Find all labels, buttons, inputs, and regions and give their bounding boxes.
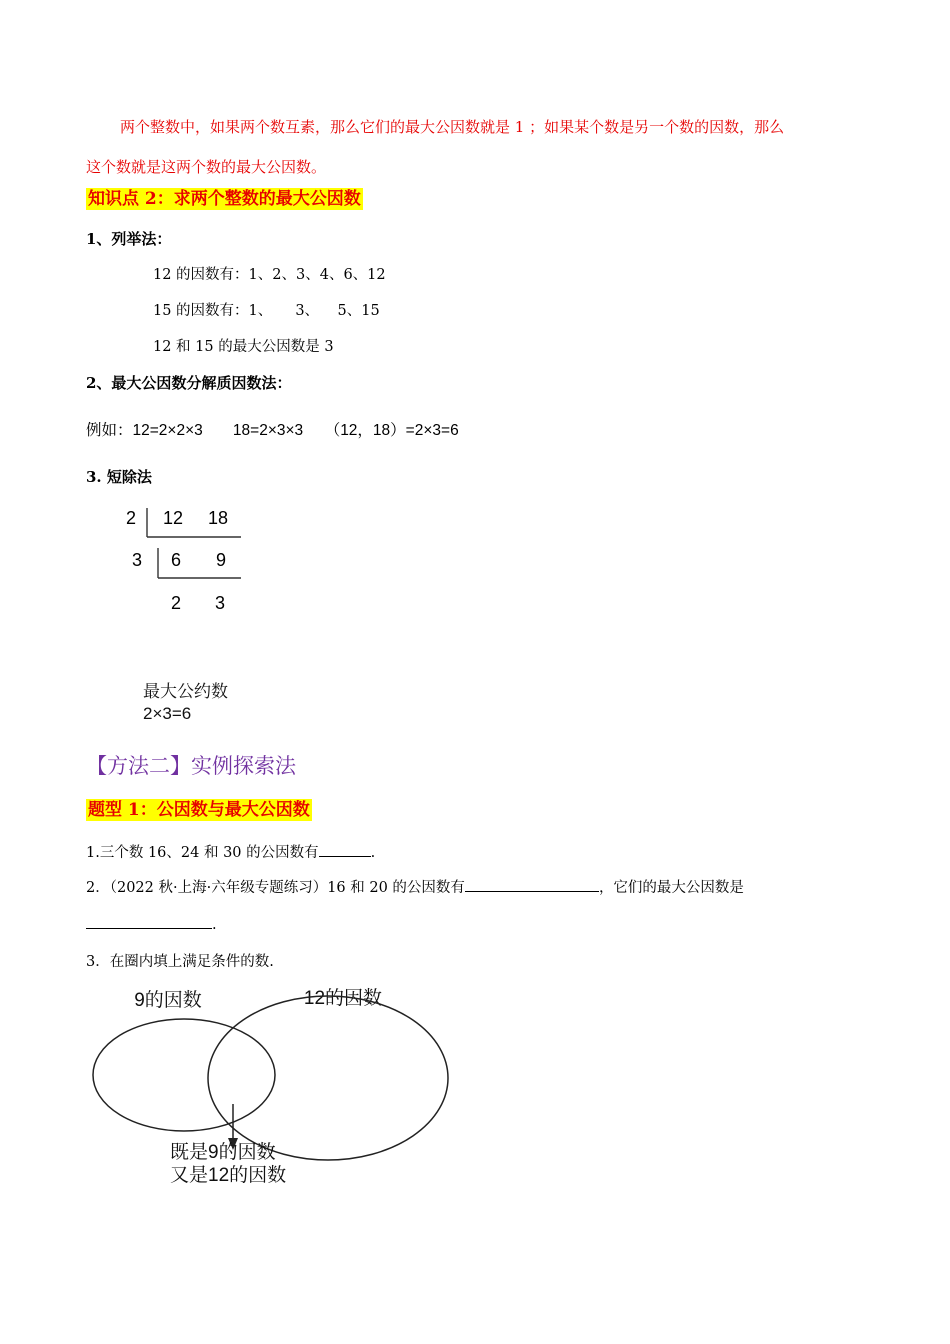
- intro-line-2: 这个数就是这两个数的最大公因数。: [86, 158, 327, 176]
- question-2-mid: ，它们的最大公因数是: [598, 880, 744, 896]
- dividend-12: 12: [162, 508, 184, 528]
- factor-list-12: 12 的因数有：1、2、3、4、6、12: [153, 267, 386, 283]
- quotient-9: 9: [215, 550, 227, 570]
- question-2-text: 2．（2022 秋·上海·六年级专题练习）16 和 20 的公因数有: [86, 880, 465, 896]
- question-2-common-factors-blank[interactable]: [465, 877, 599, 892]
- intro-line-1: 两个整数中，如果两个数互素，那么它们的最大公因数就是 1 ；如果某个数是另一个数的因数，那么: [120, 118, 785, 136]
- question-3: 3．在圈内填上满足条件的数.: [86, 954, 274, 970]
- result-3: 3: [214, 593, 226, 613]
- method-2-heading: 2、最大公因数分解质因数法：: [86, 374, 292, 392]
- venn-left-circle[interactable]: [93, 1019, 275, 1131]
- venn-diagram: [86, 982, 456, 1188]
- question-1-answer-blank[interactable]: [319, 842, 371, 857]
- gcd-caption: 最大公约数: [143, 682, 228, 701]
- venn-left-label: 9的因数: [134, 990, 202, 1011]
- divisor-3: 3: [131, 550, 143, 570]
- venn-right-circle[interactable]: [208, 996, 448, 1160]
- method-two-heading: 【方法二】实例探索法: [86, 754, 296, 778]
- venn-pointer-label-2: 又是12的因数: [170, 1165, 287, 1186]
- dividend-18: 18: [207, 508, 229, 528]
- factor-list-15: 15 的因数有：1、 3、 5、15: [153, 303, 380, 319]
- factorization-example: 例如：12=2×2×3 18=2×3×3 （12，18）=2×3=6: [86, 422, 459, 439]
- question-1: [86, 841, 375, 862]
- question-2-line-2: [86, 914, 217, 933]
- question-1-text: 1.三个数 16、24 和 30 的公因数有: [86, 845, 319, 861]
- venn-pointer-label-1: 既是9的因数: [170, 1142, 276, 1163]
- quotient-6: 6: [170, 550, 182, 570]
- divisor-2: 2: [125, 508, 137, 528]
- knowledge-point-2-heading: 知识点 2：求两个整数的最大公因数: [88, 189, 361, 209]
- method-3-heading: 3. 短除法: [86, 468, 152, 486]
- method-1-heading: 1、列举法：: [86, 230, 172, 248]
- question-2-end: .: [212, 917, 217, 933]
- short-division-diagram: [110, 498, 260, 730]
- question-2-gcd-blank[interactable]: [86, 914, 212, 929]
- question-type-1-heading: 题型 1：公因数与最大公因数: [88, 800, 310, 820]
- venn-right-label: 12的因数: [303, 988, 383, 1009]
- question-1-end: .: [370, 845, 376, 861]
- question-2: [86, 876, 744, 897]
- gcd-caption-formula: 2×3=6: [143, 704, 192, 723]
- gcd-12-15-statement: 12 和 15 的最大公因数是 3: [153, 339, 334, 355]
- result-2: 2: [170, 593, 182, 613]
